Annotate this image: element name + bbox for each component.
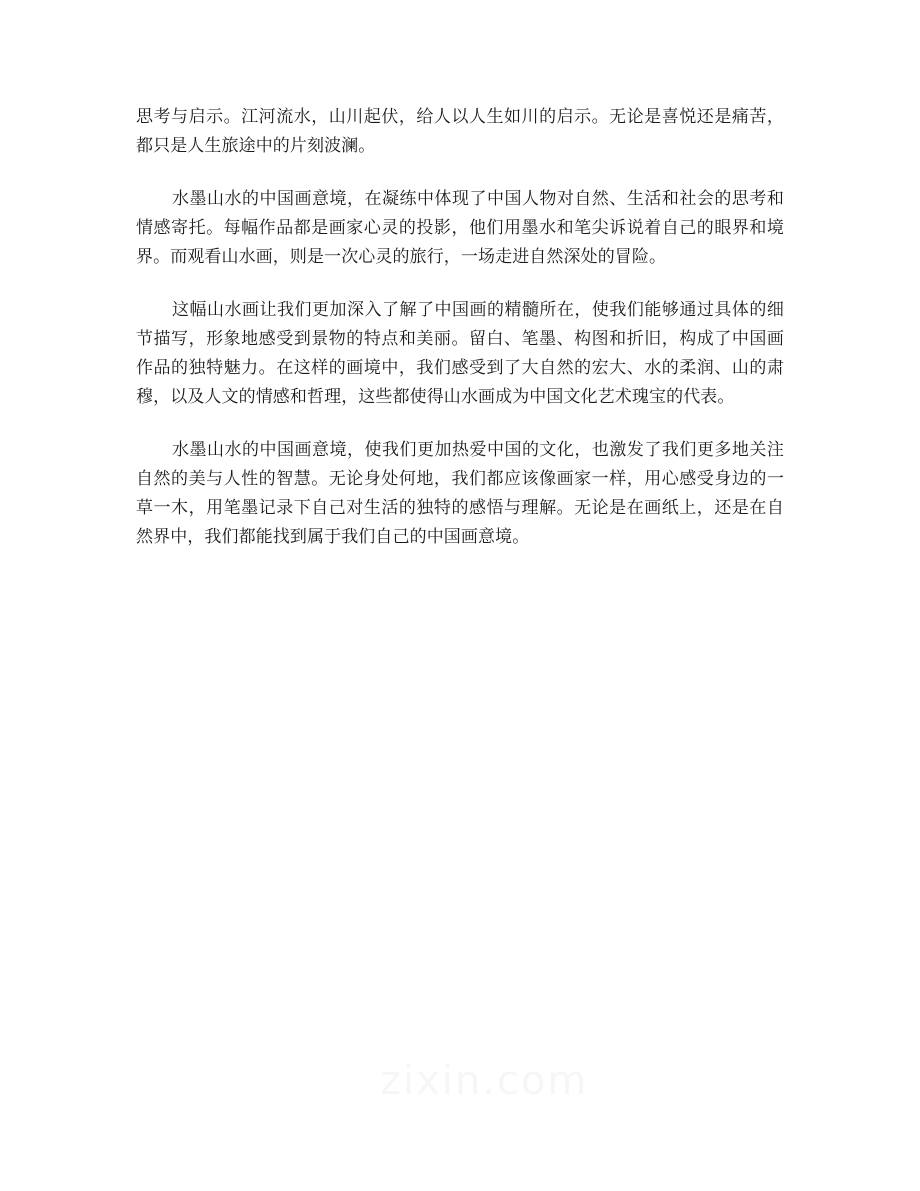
watermark (380, 1058, 588, 1104)
paragraph-1: 思考与启示。江河流水，山川起伏，给人以人生如川的启示。无论是喜悦还是痛苦，都只是人生旅途中的片刻波澜。 (136, 107, 784, 156)
paragraph-3: 这幅山水画让我们更加深入了解了中国画的精髓所在，使我们能够通过具体的细节描写，形象地感受到景物的特点和美丽。留白、笔墨、构图和折旧，构成了中国画作品的独特魅力。在这样的画境中，我们感受到了大自然的宏大、水的柔润、山的肃穆，以及人文的情感和哲理，这些都使得山水画成为中国文化艺术瑰宝的代表。 (136, 300, 784, 407)
document-body (136, 103, 784, 552)
paragraph-4: 水墨山水的中国画意境，使我们更加热爱中国的文化，也激发了我们更多地关注自然的美与人性的智慧。无论身处何地，我们都应该像画家一样，用心感受身边的一草一木，用笔墨记录下自己对生活的独特的感悟与理解。无论是在画纸上，还是在自然界中，我们都能找到属于我们自己的中国画意境。 (136, 440, 784, 547)
paragraph-2: 水墨山水的中国画意境，在凝练中体现了中国人物对自然、生活和社会的思考和情感寄托。每幅作品都是画家心灵的投影，他们用墨水和笔尖诉说着自己的眼界和境界。而观看山水画，则是一次心灵的旅行，一场走进自然深处的冒险。 (136, 189, 784, 267)
